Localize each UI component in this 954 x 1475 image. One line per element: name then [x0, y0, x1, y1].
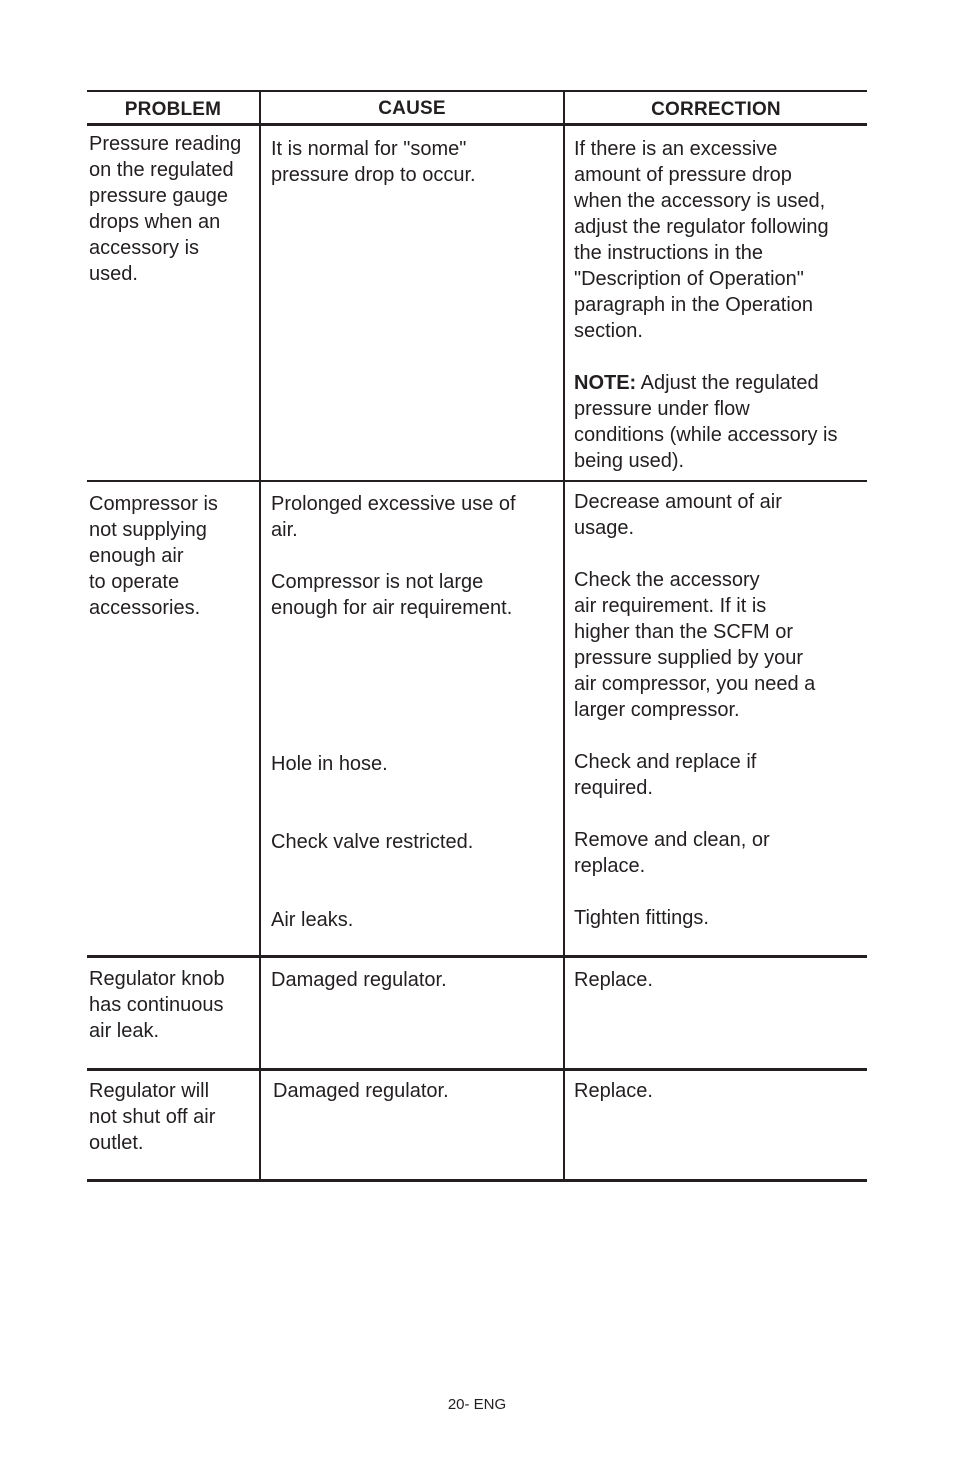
row-divider: [87, 1068, 867, 1071]
cause-cell: Compressor is not large enough for air requirement.: [271, 571, 513, 619]
cause-cell: Damaged regulator.: [273, 1080, 449, 1102]
correction-cell: Replace.: [574, 969, 653, 991]
column-divider: [259, 90, 261, 1182]
problem-cell: Regulator will not shut off air outlet.: [89, 1080, 216, 1154]
table-bottom-rule: [87, 1179, 867, 1182]
cause-cell: Damaged regulator.: [271, 969, 447, 991]
problem-cell: Compressor is not supplying enough air to operate accessories.: [89, 493, 218, 619]
note-label: NOTE:: [574, 372, 637, 394]
table-top-rule: [87, 90, 867, 92]
correction-cell: Replace.: [574, 1080, 653, 1102]
note-text: Adjust the regulated pressure under flow conditions (while accessory is being used).: [574, 372, 838, 472]
cause-cell: Prolonged excessive use of air.: [271, 493, 516, 541]
row-divider: [87, 955, 867, 958]
correction-cell: Check the accessory air requirement. If it is higher than the SCFM or pressure supplied by your air compressor, you need a larger compressor.: [574, 569, 816, 721]
header-bottom-rule: [87, 123, 867, 126]
problem-cell: Pressure reading on the regulated pressure gauge drops when an accessory is used.: [89, 133, 242, 285]
row-divider: [87, 480, 867, 482]
correction-cell: If there is an excessive amount of pressure drop when the accessory is used, adjust the regulator following the instructions in the "Description of Operation" paragraph in the Operation section.: [574, 138, 829, 342]
correction-cell: Remove and clean, or replace.: [574, 829, 770, 877]
correction-cell: Tighten fittings.: [574, 907, 709, 929]
header-problem: PROBLEM: [124, 99, 222, 120]
page-number: 20- ENG: [447, 1396, 507, 1413]
cause-cell: Check valve restricted.: [271, 831, 474, 853]
header-cause: CAUSE: [378, 98, 446, 119]
cause-cell: It is normal for "some" pressure drop to occur.: [271, 138, 476, 186]
cause-cell: Air leaks.: [271, 909, 354, 931]
column-divider: [563, 90, 565, 1182]
correction-cell: Check and replace if required.: [574, 751, 757, 799]
header-correction: CORRECTION: [651, 99, 781, 120]
note: [574, 370, 837, 474]
correction-cell: Decrease amount of air usage.: [574, 491, 782, 539]
problem-cell: Regulator knob has continuous air leak.: [89, 968, 225, 1042]
cause-cell: Hole in hose.: [271, 753, 388, 775]
